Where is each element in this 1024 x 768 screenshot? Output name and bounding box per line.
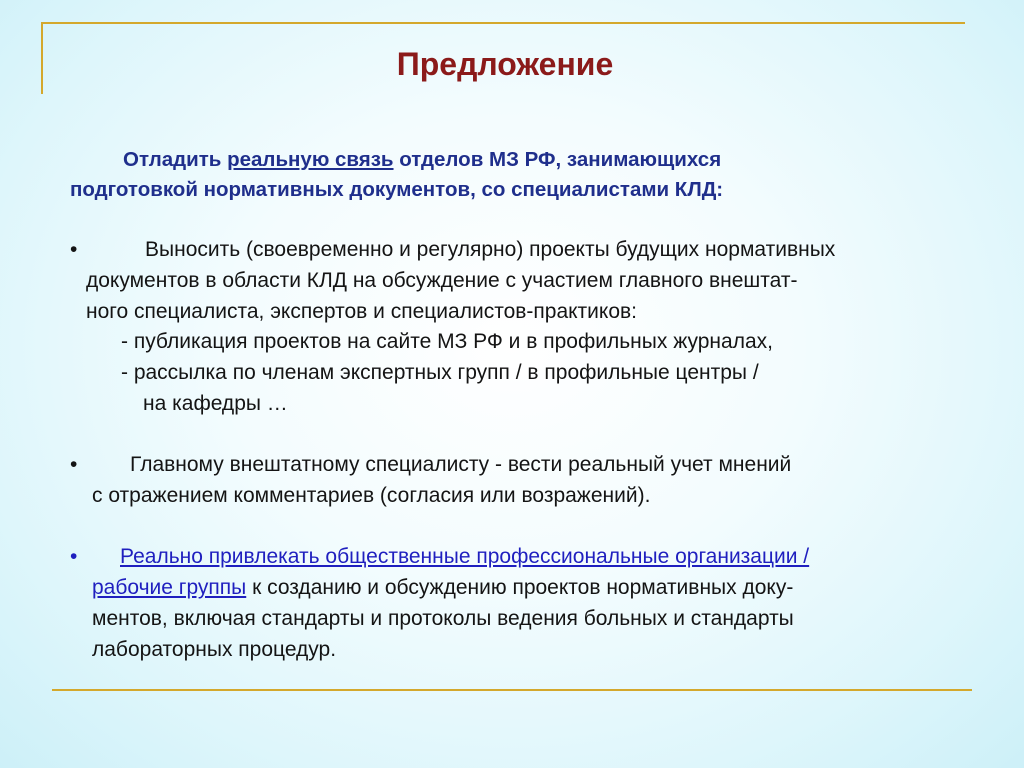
bullet-3-link-line-1[interactable]: Реально привлекать общественные профессиональные организации / <box>120 545 810 568</box>
bullet-3-line-3: ментов, включая стандарты и протоколы ведения больных и стандарты <box>92 607 794 630</box>
bullet-1-line-1: Выносить (своевременно и регулярно) проекты будущих нормативных <box>145 238 836 261</box>
bullet-1-subitem-1: - публикация проектов на сайте МЗ РФ и в профильных журналах, <box>121 330 773 353</box>
slide-title: Предложение <box>396 46 614 82</box>
intro-line-2: подготовкой нормативных документов, со специалистами КЛД: <box>70 178 724 201</box>
bullet-1-subitem-2: - рассылка по членам экспертных групп / в профильные центры / <box>121 361 759 384</box>
intro-underlined-phrase: реальную связь <box>227 148 394 171</box>
bullet-3-line-4: лабораторных процедур. <box>92 638 337 661</box>
bullet-1-marker: • <box>70 238 78 261</box>
frame-top-rule <box>41 22 965 24</box>
bullet-3-line-2 <box>92 574 793 602</box>
bullet-1-line-3: ного специалиста, экспертов и специалистов-практиков: <box>86 300 637 323</box>
bullet-3-marker: • <box>70 545 78 568</box>
intro-line-1-suffix: отделов МЗ РФ, занимающихся <box>393 148 722 171</box>
bullet-1-line-2: документов в области КЛД на обсуждение с участием главного внештат- <box>86 269 798 292</box>
intro-line-1-prefix: Отладить <box>123 148 228 171</box>
bullet-1-subitem-2-cont: на кафедры … <box>143 392 288 415</box>
bullet-3-link-line-2[interactable]: рабочие группы <box>92 576 247 599</box>
bullet-2-line-1: Главному внештатному специалисту - вести реальный учет мнений <box>130 453 792 476</box>
bullet-2-line-2: с отражением комментариев (согласия или возражений). <box>92 484 651 507</box>
bullet-2-marker: • <box>70 453 78 476</box>
bullet-3-line-2-suffix: к созданию и обсуждению проектов нормативных доку- <box>246 576 794 599</box>
frame-bottom-rule <box>52 689 972 691</box>
intro-line-1 <box>123 146 721 174</box>
